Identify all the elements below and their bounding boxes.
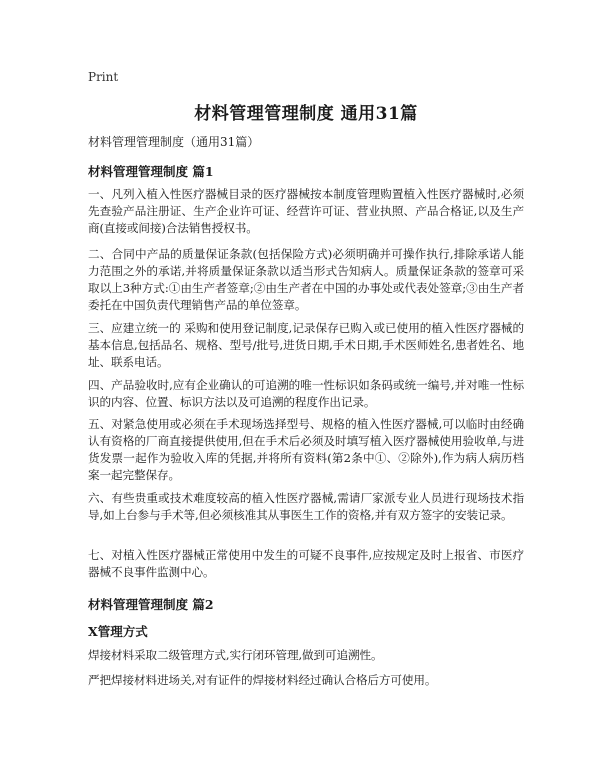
paragraph: 四、产品验收时,应有企业确认的可追溯的唯一性标识如条码或统一编号,并对唯一性标识的内容、位置、标识方法以及可追溯的程度作出记录。 <box>88 378 524 409</box>
paragraph: 一、凡列入植入性医疗器械目录的医疗器械按本制度管理购置植入性医疗器械时,必须先查验产品注册证、生产企业许可证、经营许可证、营业执照、产品合格证,以及生产商(直接或间接)合法销售授权书。 <box>88 187 524 235</box>
section-heading-2: 材料管理管理制度 篇2 <box>88 597 214 612</box>
paragraph: 焊接材料采取二级管理方式,实行闭环管理,做到可追溯性。 <box>88 648 383 662</box>
paragraph: 三、应建立统一的 采购和使用登记制度,记录保存已购入或已使用的植入性医疗器械的基本信息,包括品名、规格、型号/批号,进货日期,手术日期,手术医师姓名,患者姓名、地址、联系电话。 <box>88 321 524 369</box>
document-title: 材料管理管理制度 通用31篇 <box>194 104 418 124</box>
paragraph: 严把焊接材料进场关,对有证件的焊接材料经过确认合格后方可使用。 <box>88 673 437 687</box>
section-heading-1: 材料管理管理制度 篇1 <box>88 164 214 179</box>
paragraph: 二、合同中产品的质量保证条款(包括保险方式)必须明确并可操作执行,排除承诺人能力范围之外的承诺,并将质量保证条款以适当形式告知病人。质量保证条款的签章可采取以上3种方式:①由生产者签章;②由生产者在中国的办事处或代表处签章;③由生产者委托在中国负责代理销售产品的单位签章。 <box>88 247 524 312</box>
print-link[interactable]: Print <box>88 70 119 84</box>
paragraph: 五、对紧急使用或必须在手术现场选择型号、规格的植入性医疗器械,可以临时由经确认有资格的厂商直接提供使用,但在手术后必须及时填写植入医疗器械使用验收单,与进货发票一起作为验收入库的凭据,并将所有资料(第2条中①、②除外),作为病人病历档案一起完整保存。 <box>88 417 524 482</box>
paragraph: 六、有些贵重或技术难度较高的植入性医疗器械,需请厂家派专业人员进行现场技术指导,如上台参与手术等,但必须核准其从事医生工作的资格,并有双方签字的安装记录。 <box>88 491 524 522</box>
document-subtitle: 材料管理管理制度（通用31篇） <box>88 135 260 149</box>
paragraph: 七、对植入性医疗器械正常使用中发生的可疑不良事件,应按规定及时上报省、市医疗器械不良事件监测中心。 <box>88 548 524 579</box>
section-subheading: X管理方式 <box>88 624 148 639</box>
